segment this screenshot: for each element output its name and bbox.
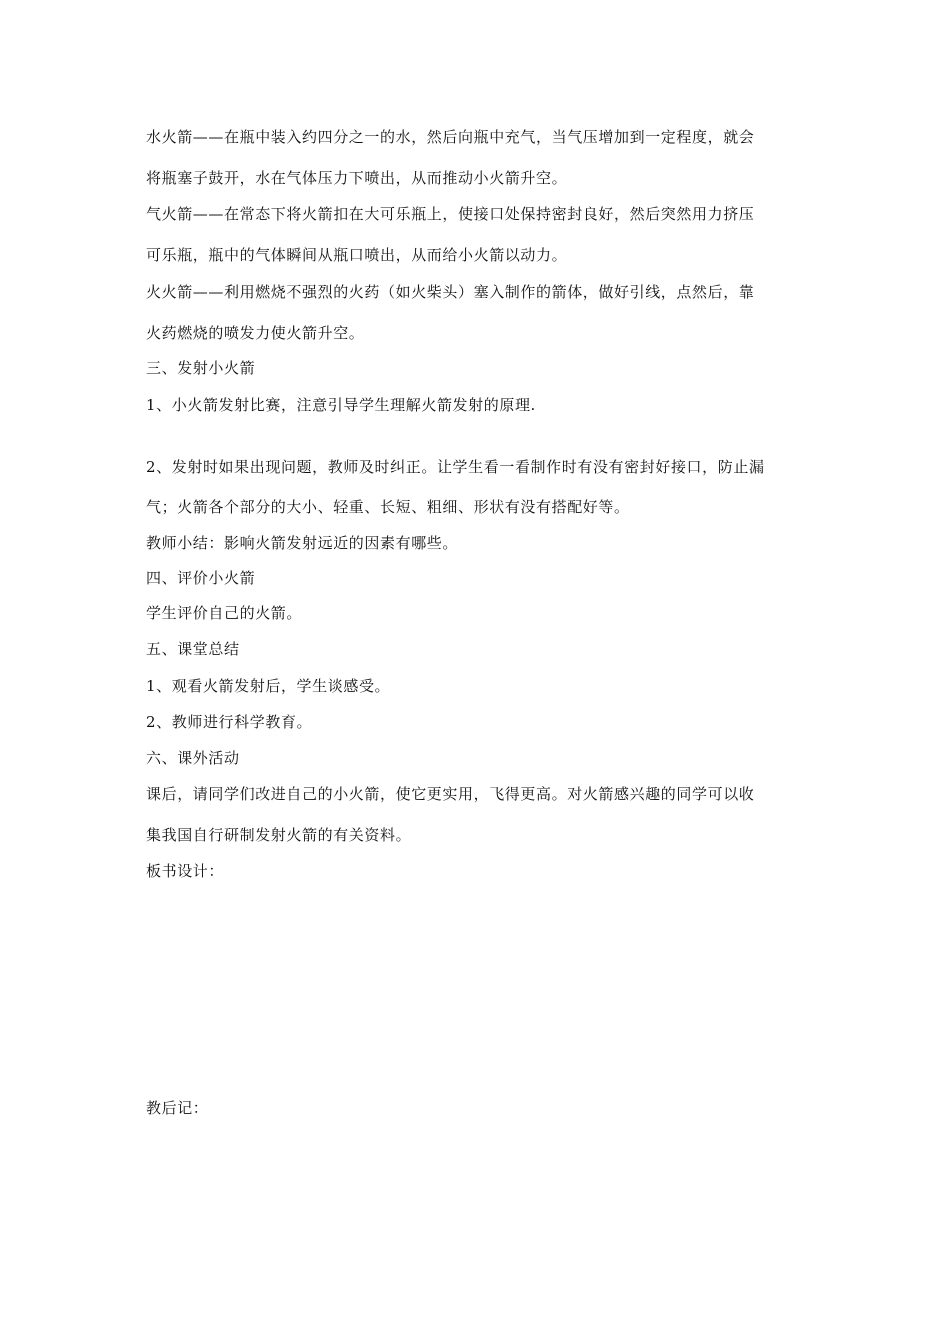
section-3-item-2-line-1: 2、发射时如果出现问题，教师及时纠正。让学生看一看制作时有没有密封好接口，防止漏 xyxy=(146,458,765,476)
section-4-heading: 四、评价小火箭 xyxy=(146,569,256,587)
teacher-summary: 教师小结：影响火箭发射远近的因素有哪些。 xyxy=(146,534,459,552)
section-5-item-2: 2、教师进行科学教育。 xyxy=(146,713,313,731)
section-3-item-2-line-2: 气；火箭各个部分的大小、轻重、长短、粗细、形状有没有搭配好等。 xyxy=(146,498,630,516)
board-design-label: 板书设计： xyxy=(146,862,225,880)
section-4-text: 学生评价自己的火箭。 xyxy=(146,604,303,622)
post-lesson-notes-label: 教后记： xyxy=(146,1099,209,1117)
section-5-item-1: 1、观看火箭发射后，学生谈感受。 xyxy=(146,677,391,695)
section-5-heading: 五、课堂总结 xyxy=(146,640,240,658)
fire-rocket-line-2: 火药燃烧的喷发力使火箭升空。 xyxy=(146,324,365,342)
air-rocket-line-2: 可乐瓶，瓶中的气体瞬间从瓶口喷出，从而给小火箭以动力。 xyxy=(146,246,568,264)
section-6-text-line-1: 课后，请同学们改进自己的小火箭，使它更实用，飞得更高。对火箭感兴趣的同学可以收 xyxy=(146,785,755,803)
section-6-text-line-2: 集我国自行研制发射火箭的有关资料。 xyxy=(146,826,412,844)
section-3-item-1: 1、小火箭发射比赛，注意引导学生理解火箭发射的原理. xyxy=(146,396,536,414)
water-rocket-line-1: 水火箭——在瓶中装入约四分之一的水，然后向瓶中充气，当气压增加到一定程度，就会 xyxy=(146,128,755,146)
section-6-heading: 六、课外活动 xyxy=(146,749,240,767)
section-3-heading: 三、发射小火箭 xyxy=(146,359,256,377)
air-rocket-line-1: 气火箭——在常态下将火箭扣在大可乐瓶上，使接口处保持密封良好，然后突然用力挤压 xyxy=(146,205,755,223)
fire-rocket-line-1: 火火箭——利用燃烧不强烈的火药（如火柴头）塞入制作的箭体，做好引线，点然后，靠 xyxy=(146,283,755,301)
water-rocket-line-2: 将瓶塞子鼓开，水在气体压力下喷出，从而推动小火箭升空。 xyxy=(146,169,568,187)
